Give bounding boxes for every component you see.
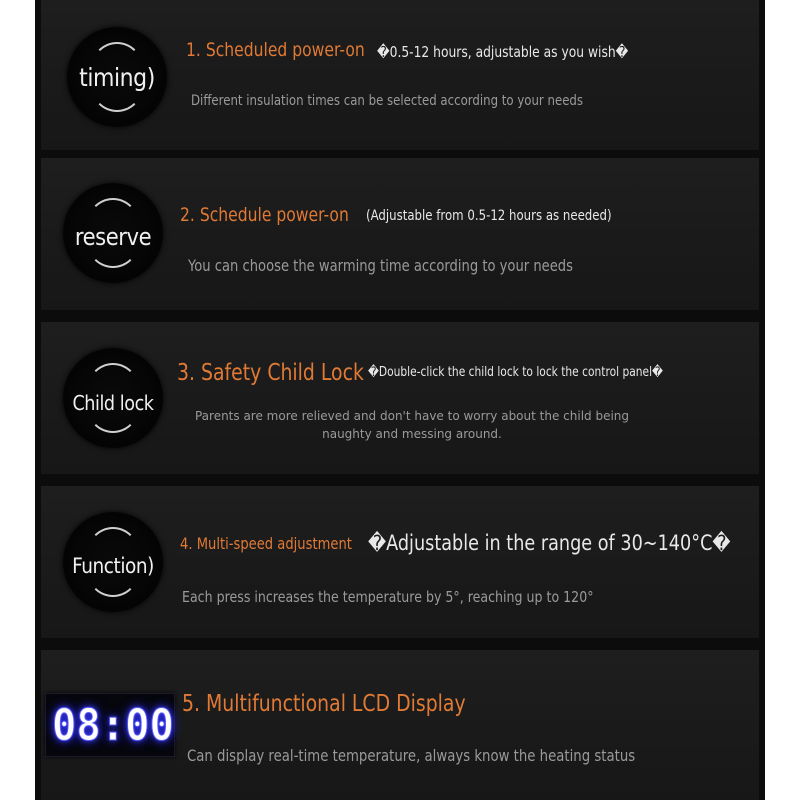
feature-description: Parents are more relieved and don't have to worry about the child being naughty and messing around.: [194, 409, 630, 441]
function-badge-icon: [63, 512, 163, 612]
feature-title: 3. Safety Child Lock: [177, 360, 364, 386]
feature-description: You can choose the warming time according to your needs: [188, 256, 573, 275]
feature-note: �0.5-12 hours, adjustable as you wish�: [377, 43, 629, 61]
lcd-digits: 08:00: [52, 700, 174, 751]
child-lock-badge-icon: [63, 348, 163, 448]
timing-badge-icon: [67, 27, 167, 127]
feature-title: 5. Multifunctional LCD Display: [182, 691, 466, 717]
feature-sheet: [35, 0, 765, 800]
badge-label: reserve: [74, 223, 152, 251]
feature-description: Can display real-time temperature, always know the heating status: [187, 746, 636, 765]
feature-description: Each press increases the temperature by 5°, reaching up to 120°: [182, 588, 594, 606]
feature-description: Different insulation times can be selected according to your needs: [191, 93, 584, 109]
badge-label: timing): [79, 63, 155, 92]
feature-title: 4. Multi-speed adjustment: [180, 534, 352, 553]
feature-title: 2. Schedule power-on: [180, 204, 349, 226]
feature-panel-timing: [41, 0, 759, 150]
feature-note: (Adjustable from 0.5-12 hours as needed): [366, 208, 612, 224]
reserve-badge-icon: [63, 183, 163, 283]
badge-label: Function): [72, 554, 154, 578]
feature-note: �Double-click the child lock to lock the control panel�: [368, 365, 663, 380]
lcd-display-icon: [45, 693, 175, 757]
badge-label: Child lock: [72, 391, 154, 415]
feature-note: �Adjustable in the range of 30~140°C�: [368, 531, 731, 555]
feature-title: 1. Scheduled power-on: [186, 39, 365, 61]
